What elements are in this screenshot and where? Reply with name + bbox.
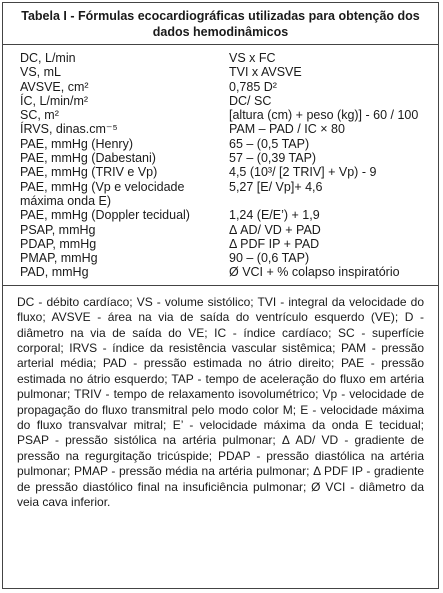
row-formula: 4,5 (10³/ [2 TRIV] + Vp) - 9	[229, 165, 377, 180]
row-label: PDAP, mmHg	[20, 236, 97, 251]
row-formula: [altura (cm) + peso (kg)] - 60 / 100	[229, 108, 419, 123]
table-row	[3, 65, 438, 79]
row-label: VS, mL	[20, 65, 61, 80]
row-label: ÍRVS, dinas.cm⁻⁵	[20, 122, 118, 137]
row-label: PMAP, mmHg	[20, 251, 98, 266]
table-row	[3, 51, 438, 65]
row-formula: 0,785 D²	[229, 79, 277, 94]
row-label: PAE, mmHg (Doppler tecidual)	[20, 208, 190, 223]
table-row	[3, 251, 438, 265]
table-footnote: DC - débito cardíaco; VS - volume sistólico; TVI - integral da velocidade do fluxo; AVSVE - área na via de saída do ventrículo esquerdo (VE); D - diâmetro na via de saída do VE; IC - índice cardíaco; SC - superfície corporal; IRVS - índice da resistência vascular sistêmica; PAM - pressão arterial média; PAD - pressão estimada no átrio direito; PAE - pressão estimada no átrio esquerdo; TAP - tempo de aceleração do fluxo em artéria pulmonar; TRIV - tempo de relaxamento isovolumétrico; Vp - velocidade de propagação do fluxo transmitral pelo modo color M; E - velocidade máxima do fluxo transvalvar mitral; E’ - velocidade máxima da onda E tecidual; PSAP - pressão sistólica na artéria pulmonar; Δ AD/ VD - gradiente de pressão na regurgitação tricúspide; PDAP - pressão diastólica na artéria pulmonar; PMAP - pressão média na artéria pulmonar; Δ PDF IP - gradiente de pressão diastólico final na insuficiência pulmonar; Ø VCI - diâmetro da veia cava inferior.	[17, 294, 424, 510]
row-label: ÍC, L/min/m²	[20, 93, 89, 108]
row-label: SC, m²	[20, 108, 59, 123]
row-label: AVSVE, cm²	[20, 79, 89, 94]
table-row	[3, 165, 438, 179]
row-formula: Δ PDF IP + PAD	[229, 236, 320, 251]
row-formula: VS x FC	[229, 51, 276, 65]
row-label: PAE, mmHg (TRIV e Vp)	[20, 165, 158, 180]
table-row	[3, 137, 438, 151]
table-row	[3, 180, 438, 209]
row-formula: 90 – (0,6 TAP)	[229, 251, 310, 266]
formula-rows	[3, 45, 438, 280]
table-row	[3, 223, 438, 237]
table-row	[3, 208, 438, 222]
table-row	[3, 94, 438, 108]
table-row	[3, 80, 438, 94]
table-row	[3, 151, 438, 165]
row-label: PAE, mmHg (Vp e velocidade máxima onda E)	[20, 179, 185, 208]
row-formula: 65 – (0,5 TAP)	[229, 136, 310, 151]
row-formula: Ø VCI + % colapso inspiratório	[229, 265, 400, 280]
table-row	[3, 237, 438, 251]
row-formula: TVI x AVSVE	[229, 65, 302, 80]
row-formula: 1,24 (E/E’) + 1,9	[229, 208, 320, 223]
row-label: PAE, mmHg (Henry)	[20, 136, 133, 151]
row-formula: DC/ SC	[229, 93, 272, 108]
row-label: PAD, mmHg	[20, 265, 89, 280]
table-row	[3, 265, 438, 279]
row-label: DC, L/min	[20, 51, 76, 65]
row-label: PSAP, mmHg	[20, 222, 96, 237]
table-frame	[2, 2, 439, 589]
row-formula: 57 – (0,39 TAP)	[229, 151, 317, 166]
table-title: Tabela I - Fórmulas ecocardiográficas utilizadas para obtenção dos dados hemodinâmicos	[3, 3, 438, 45]
row-formula: Δ AD/ VD + PAD	[229, 222, 321, 237]
row-formula: PAM – PAD / IC × 80	[229, 122, 345, 137]
table-row	[3, 108, 438, 122]
row-formula: 5,27 [E/ Vp]+ 4,6	[229, 179, 323, 194]
row-label: PAE, mmHg (Dabestani)	[20, 151, 156, 166]
table-row	[3, 122, 438, 136]
